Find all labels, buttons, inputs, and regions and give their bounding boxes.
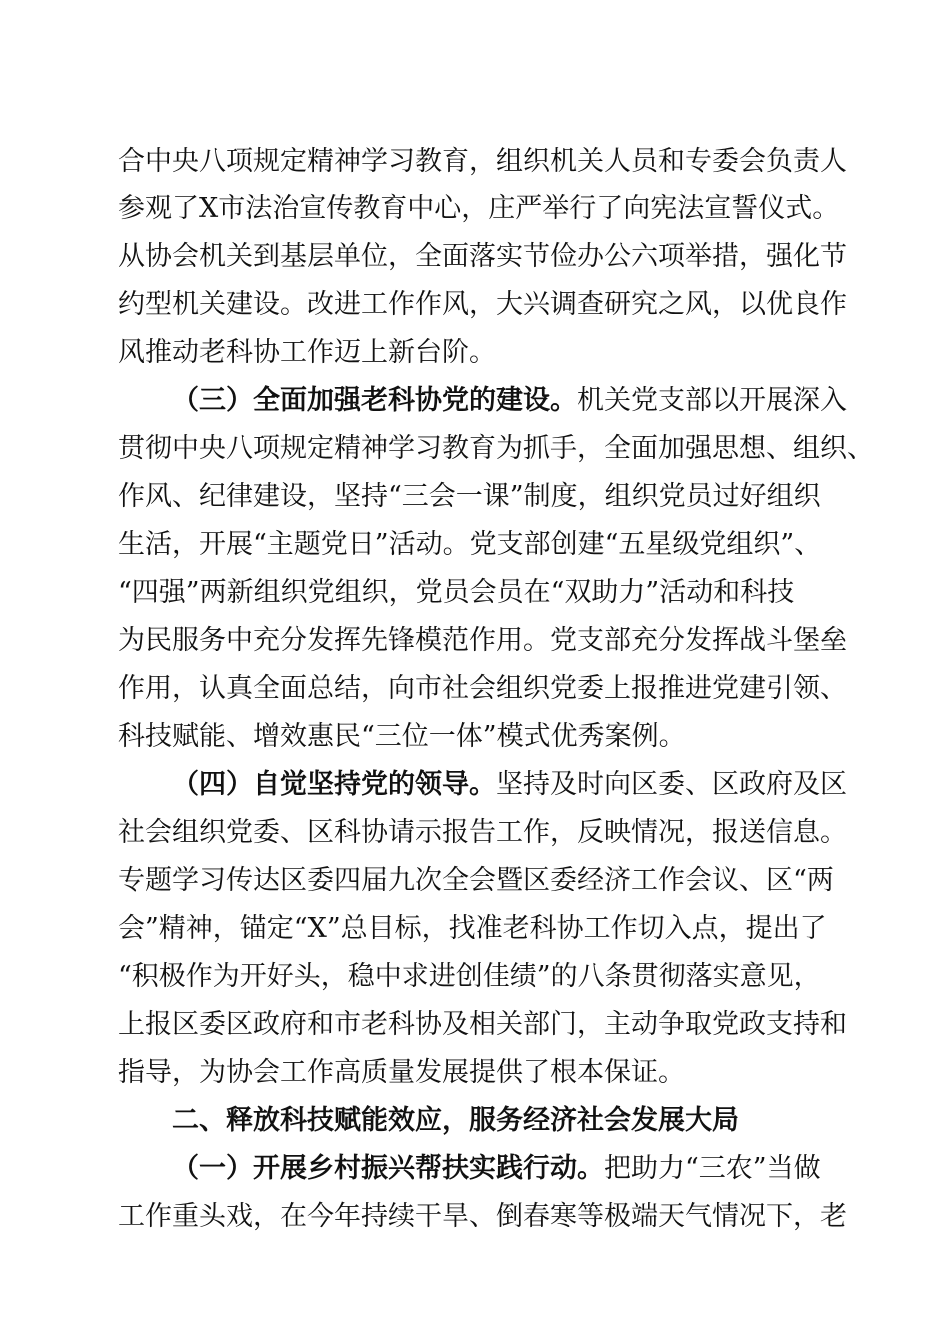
text-line bbox=[118, 1197, 847, 1237]
section-heading: 二、释放科技赋能效应，服务经济社会发展大局 bbox=[172, 1105, 739, 1136]
text-line bbox=[118, 333, 496, 373]
text-line bbox=[118, 861, 834, 901]
line-text: 工作重头戏，在今年持续干旱、倒春寒等极端天气情况下，老 bbox=[118, 1201, 847, 1232]
line-text: 风推动老科协工作迈上新台阶。 bbox=[118, 337, 496, 368]
line-text: 社会组织党委、区科协请示报告工作，反映情况，报送信息。 bbox=[118, 817, 847, 848]
subsection-heading: （一）开展乡村振兴帮扶实践行动。 bbox=[172, 1153, 604, 1184]
text-line bbox=[172, 1101, 739, 1141]
text-line bbox=[118, 429, 874, 469]
text-line bbox=[118, 237, 847, 277]
subsection-heading: （三）全面加强老科协党的建设。 bbox=[172, 385, 577, 416]
text-line bbox=[118, 285, 847, 325]
text-line bbox=[118, 1053, 685, 1093]
line-text: 指导，为协会工作高质量发展提供了根本保证。 bbox=[118, 1057, 685, 1088]
line-text: 为民服务中充分发挥先锋模范作用。党支部充分发挥战斗堡垒 bbox=[118, 625, 847, 656]
line-text: 参观了X市法治宣传教育中心，庄严举行了向宪法宣誓仪式。 bbox=[118, 193, 840, 224]
line-text: “积极作为开好头，稳中求进创佳绩”的八条贯彻落实意见， bbox=[118, 961, 821, 992]
line-text: 生活，开展“主题党日”活动。党支部创建“五星级党组织”、 bbox=[118, 529, 822, 560]
line-text: 作风、纪律建设，坚持“三会一课”制度，组织党员过好组织 bbox=[118, 481, 821, 512]
text-line bbox=[172, 765, 847, 805]
line-text: 贯彻中央八项规定精神学习教育为抓手，全面加强思想、组织、 bbox=[118, 433, 874, 464]
line-text: 专题学习传达区委四届九次全会暨区委经济工作会议、区“两 bbox=[118, 865, 834, 896]
line-text: 会”精神，锚定“X”总目标，找准老科协工作切入点，提出了 bbox=[118, 913, 827, 944]
text-line bbox=[118, 909, 827, 949]
line-text: “四强”两新组织党组织，党员会员在“双助力”活动和科技 bbox=[118, 577, 795, 608]
line-text: 作用，认真全面总结，向市社会组织党委上报推进党建引领、 bbox=[118, 673, 847, 704]
line-text: 上报区委区政府和市老科协及相关部门，主动争取党政支持和 bbox=[118, 1009, 847, 1040]
text-line bbox=[118, 142, 847, 182]
text-line bbox=[118, 477, 821, 517]
line-text: 合中央八项规定精神学习教育，组织机关人员和专委会负责人 bbox=[118, 146, 847, 177]
line-text: 科技赋能、增效惠民“三位一体”模式优秀案例。 bbox=[118, 721, 686, 752]
line-text: 坚持及时向区委、区政府及区 bbox=[496, 769, 847, 800]
text-line bbox=[118, 573, 794, 613]
text-line bbox=[118, 1005, 847, 1045]
subsection-heading: （四）自觉坚持党的领导。 bbox=[172, 769, 496, 800]
text-line bbox=[118, 621, 847, 661]
line-text: 约型机关建设。改进工作作风，大兴调查研究之风，以优良作 bbox=[118, 289, 847, 320]
text-line bbox=[118, 189, 839, 229]
text-line bbox=[118, 525, 821, 565]
line-text: 机关党支部以开展深入 bbox=[577, 385, 847, 416]
text-line bbox=[118, 957, 821, 997]
line-text: 把助力“三农”当做 bbox=[604, 1153, 821, 1184]
line-text: 从协会机关到基层单位，全面落实节俭办公六项举措，强化节 bbox=[118, 241, 847, 272]
text-line bbox=[172, 381, 847, 421]
text-line bbox=[118, 669, 847, 709]
text-line bbox=[172, 1149, 821, 1189]
text-line bbox=[118, 717, 686, 757]
text-line bbox=[118, 813, 847, 853]
